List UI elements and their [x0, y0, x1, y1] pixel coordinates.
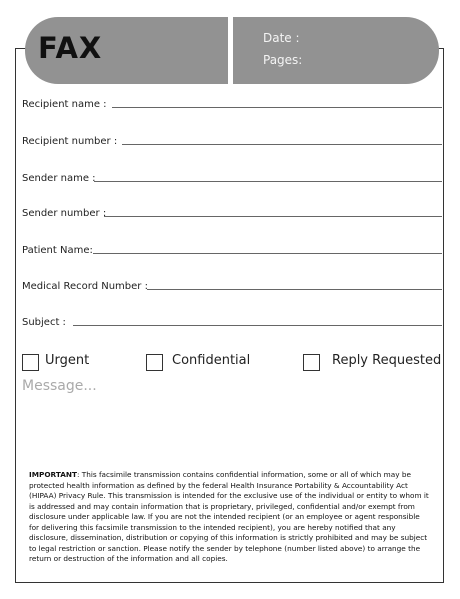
urgent-checkbox[interactable] — [22, 353, 102, 373]
medical-record-number-line[interactable] — [147, 289, 442, 290]
sender-number-line[interactable] — [104, 216, 442, 217]
recipient-number-field[interactable] — [22, 136, 442, 152]
date-label: Date : — [263, 31, 300, 45]
recipient-name-line[interactable] — [112, 107, 442, 108]
medical-record-number-field[interactable] — [22, 281, 442, 297]
medical-record-number-label: Medical Record Number : — [22, 281, 148, 292]
confidentiality-notice — [29, 470, 429, 565]
patient-name-field[interactable] — [22, 245, 442, 261]
urgent-label: Urgent — [45, 353, 90, 368]
fax-header — [25, 17, 439, 84]
message-placeholder[interactable]: Message... — [22, 378, 97, 394]
notice-heading: IMPORTANT — [29, 470, 77, 479]
urgent-checkbox-box[interactable] — [22, 354, 39, 371]
sender-name-label: Sender name : — [22, 173, 96, 184]
sender-number-label: Sender number : — [22, 208, 107, 219]
patient-name-label: Patient Name: — [22, 245, 93, 256]
fax-title: FAX — [38, 31, 103, 65]
recipient-number-line[interactable] — [122, 144, 442, 145]
header-divider — [228, 17, 233, 84]
confidential-checkbox-box[interactable] — [146, 354, 163, 371]
subject-label: Subject : — [22, 317, 66, 328]
confidential-label: Confidential — [172, 353, 251, 368]
recipient-name-field[interactable] — [22, 99, 442, 115]
recipient-number-label: Recipient number : — [22, 136, 118, 147]
confidential-checkbox[interactable] — [146, 353, 256, 373]
recipient-name-label: Recipient name : — [22, 99, 107, 110]
reply-requested-checkbox[interactable] — [303, 353, 442, 373]
pages-label: Pages: — [263, 53, 303, 67]
subject-field[interactable] — [22, 317, 442, 333]
subject-line[interactable] — [73, 325, 442, 326]
sender-number-field[interactable] — [22, 208, 442, 224]
sender-name-field[interactable] — [22, 173, 442, 189]
reply-requested-label: Reply Requested — [332, 353, 442, 368]
notice-body: : This facsimile transmission contains confidential information, some or all of which may be protected health information as defined by the federal Health Insurance Portability & Accountability Act (HIPAA) Privacy Rule. This transmission is intended for the exclusive use of the individual or entity to whom it is addressed and may contain information that is proprietary, privileged, confidential and/or exempt from disclosure under applicable law. If you are not the intended recipient (or an employee or agent responsible for delivering this facsimile transmission to the intended recipient), you are hereby notified that any disclosure, dissemination, distribution or copying of this information is strictly prohibited and may be subject to legal restriction or sanction. Please notify the sender by telephone (number listed above) to arrange the return or destruction of the information and all copies. — [29, 470, 429, 563]
sender-name-line[interactable] — [94, 181, 442, 182]
reply-requested-checkbox-box[interactable] — [303, 354, 320, 371]
patient-name-line[interactable] — [93, 253, 442, 254]
